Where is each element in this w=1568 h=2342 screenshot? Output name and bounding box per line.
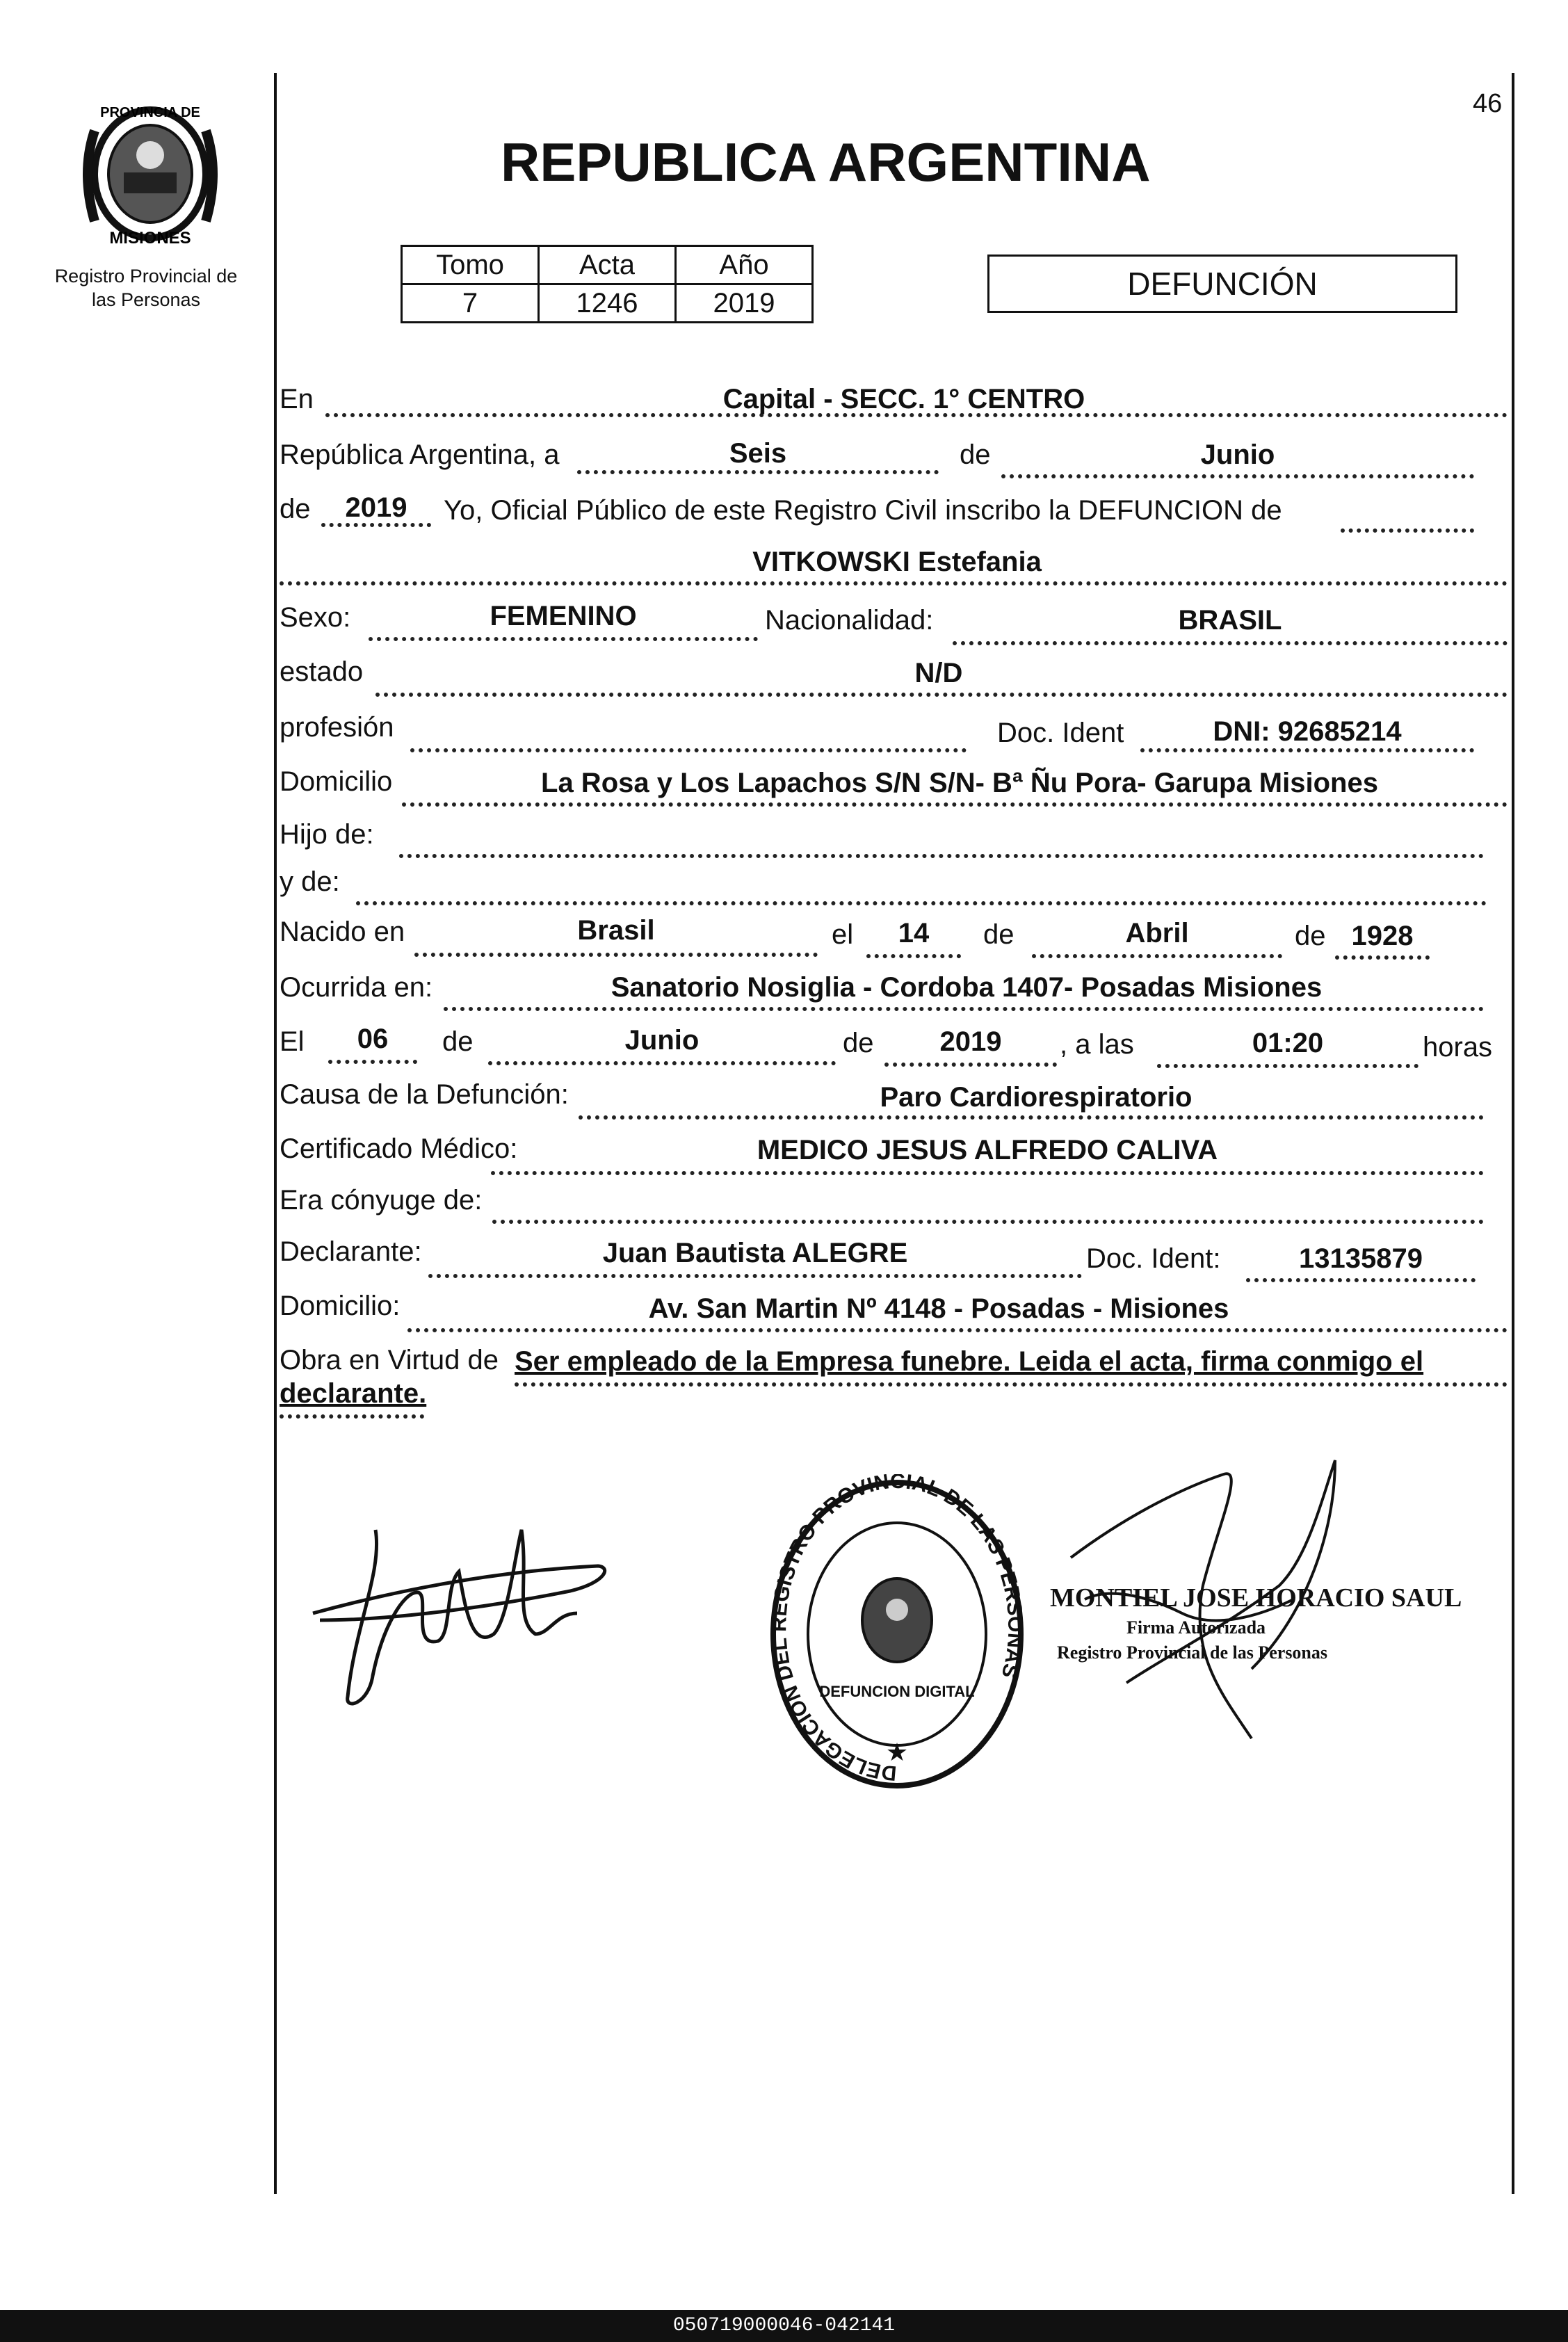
svg-text:PROVINCIA DE: PROVINCIA DE [100,105,200,120]
official-block [1050,1583,1462,1663]
official-name: MONTIEL JOSE HORACIO SAUL [1050,1583,1462,1613]
nac-mes: Abril [1125,918,1189,948]
domicilio: La Rosa y Los Lapachos S/N S/N- Bª Ñu Pora- Garupa Misiones [541,768,1378,798]
profesion-label: profesión [280,712,394,743]
domicilio-label: Domicilio [280,766,393,797]
obra-line2: declarante. [280,1378,427,1409]
domicilio2: Av. San Martin Nº 4148 - Posadas - Misiones [648,1293,1229,1324]
doc-ident-label: Doc. Ident [997,718,1124,748]
official-seal [765,1474,1029,1794]
en-value: Capital - SECC. 1° CENTRO [722,384,1085,414]
obra-label: Obra en Virtud de [280,1345,499,1375]
record-type: DEFUNCIÓN [1127,266,1318,302]
svg-text:DELEGACION DEL REGISTRO PROVIN: DELEGACION DEL REGISTRO PROVINCIAL DE LAS PERSONAS [768,1474,1027,1785]
hijo-label: Hijo de: [280,819,374,850]
province-logo [74,89,227,256]
table-cell: 1246 [539,284,676,323]
horas-label: horas [1423,1032,1493,1063]
nacionalidad: BRASIL [1178,605,1282,636]
de-label-4: de [1295,921,1326,951]
sexo-label: Sexo: [280,602,351,633]
en-label: En [280,384,314,414]
declarant-signature [306,1516,626,1711]
causa: Paro Cardiorespiratorio [880,1082,1193,1113]
svg-text:★: ★ [885,1738,909,1766]
left-margin-line [274,73,277,2194]
causa-label: Causa de la Defunción: [280,1079,569,1110]
svg-text:MISIONES: MISIONES [109,229,191,248]
certificado: MEDICO JESUS ALFREDO CALIVA [757,1135,1218,1165]
certificado-label: Certificado Médico: [280,1133,518,1164]
def-hora: 01:20 [1252,1028,1324,1058]
doc-ident: DNI: 92685214 [1213,716,1402,747]
official-office: Registro Provincial de las Personas [1057,1642,1328,1663]
table-header: Tomo [402,246,539,284]
nacido-label: Nacido en [280,916,405,947]
oficial-text: Yo, Oficial Público de este Registro Civil inscribo la DEFUNCION de [444,495,1282,526]
conyuge-label: Era cónyuge de: [280,1185,483,1216]
page-number: 46 [1473,89,1503,118]
nac-anio: 1928 [1351,921,1414,951]
table-cell: 7 [402,284,539,323]
republica-label: República Argentina, a [280,439,560,470]
doc-ident2: 13135879 [1299,1243,1423,1274]
dia: Seis [729,438,787,469]
doc-ident2-label: Doc. Ident: [1086,1243,1221,1274]
table-header: Acta [539,246,676,284]
el-label: el [832,919,854,950]
de-label-5: de [442,1026,474,1057]
nacido-lugar: Brasil [577,915,655,946]
nac-dia: 14 [898,918,930,948]
el2-label: El [280,1026,305,1057]
sexo: FEMENINO [490,601,637,631]
nombre: VITKOWSKI Estefania [752,547,1042,577]
declarante: Juan Bautista ALEGRE [602,1238,908,1268]
anio: 2019 [345,492,407,523]
record-type-box [987,255,1457,313]
official-role: Firma Autorizada [1126,1617,1266,1638]
ocurrida-label: Ocurrida en: [280,972,433,1003]
estado-label: estado [280,656,364,687]
registry-name: Registro Provincial de las Personas [54,266,238,310]
de-label-6: de [843,1028,874,1058]
table-cell: 2019 [676,284,813,323]
table-header: Año [676,246,813,284]
estado: N/D [914,658,963,688]
record-table [401,245,814,323]
de-label-3: de [983,919,1015,950]
yde-label: y de: [280,866,340,897]
svg-text:DEFUNCION DIGITAL: DEFUNCION DIGITAL [819,1683,975,1700]
de-label-1: de [960,439,991,470]
document-title: REPUBLICA ARGENTINA [501,131,1151,193]
def-dia: 06 [357,1024,389,1054]
declarante-label: Declarante: [280,1236,422,1267]
domicilio2-label: Domicilio: [280,1291,401,1321]
footer-code: 050719000046-042141 [0,2310,1568,2342]
alas-label: , a las [1060,1029,1134,1060]
right-margin-line [1512,73,1514,2194]
de-label-2: de [280,494,311,524]
ocurrida: Sanatorio Nosiglia - Cordoba 1407- Posadas Misiones [611,972,1323,1003]
def-mes: Junio [624,1025,700,1056]
obra-line1: Ser empleado de la Empresa funebre. Leida el acta, firma conmigo el [515,1346,1424,1377]
def-anio: 2019 [939,1026,1002,1057]
nacionalidad-label: Nacionalidad: [765,605,934,636]
mes: Junio [1200,439,1275,470]
